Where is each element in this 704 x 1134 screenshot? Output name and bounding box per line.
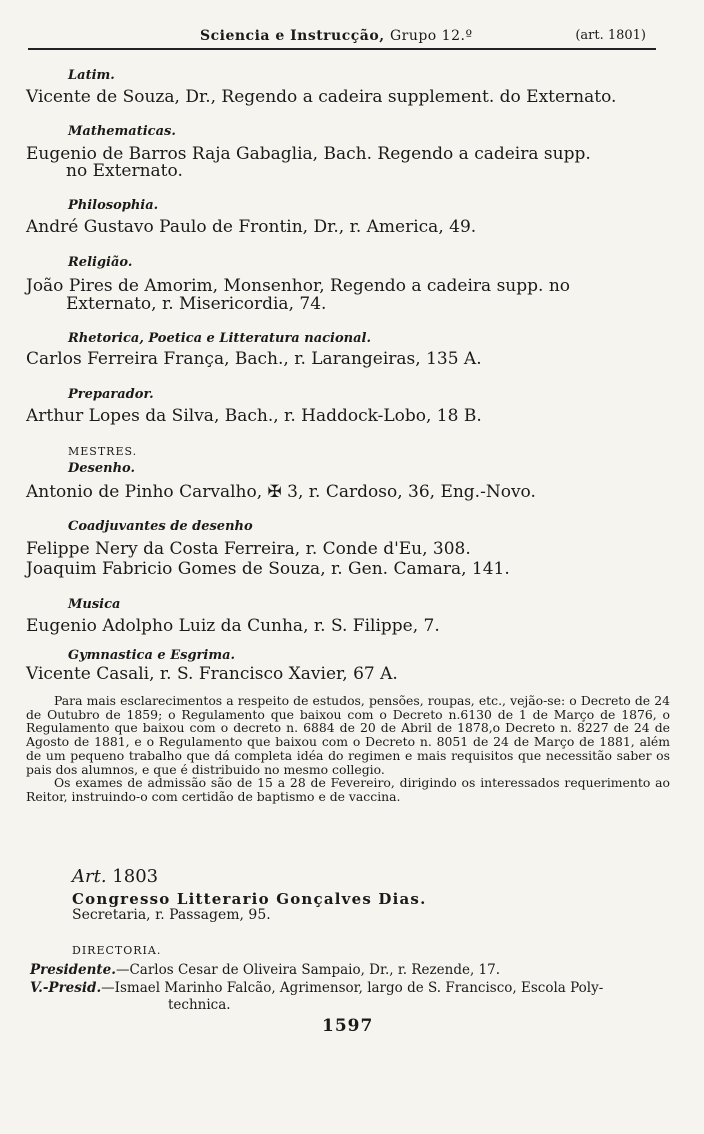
entry-line: Eugenio Adolpho Luiz da Cunha, r. S. Filippe, 7. bbox=[26, 616, 440, 636]
secretaria-address: Secretaria, r. Passagem, 95. bbox=[72, 907, 271, 923]
notes-paragraph: Os exames de admissão são de 15 a 28 de Fevereiro, dirigindo os interessados requerimento ao Reitor, instruindo-o com certidão de baptismo e de vaccina. bbox=[26, 775, 670, 804]
mestres-label: MESTRES. bbox=[68, 445, 138, 458]
section-heading-philosophia: Philosophia. bbox=[68, 198, 159, 213]
vice-presidente-continuation: technica. bbox=[168, 997, 231, 1013]
directoria-label: DIRECTORIA. bbox=[72, 944, 162, 957]
entry-continuation: Externato, r. Misericordia, 74. bbox=[66, 294, 327, 314]
article-number: 1803 bbox=[112, 866, 159, 887]
header-group: Grupo 12.º bbox=[389, 28, 473, 44]
header-title bbox=[200, 28, 473, 44]
running-header bbox=[28, 26, 654, 48]
section-heading-musica: Musica bbox=[68, 597, 121, 612]
vice-presidente-role: V.-Presid. bbox=[30, 980, 102, 996]
notes-paragraph: Para mais esclarecimentos a respeito de estudos, pensões, roupas, etc., vejão-se: o Decreto de 24 de Outubro de 1859; o Regulamento que baixou com o Decreto n.6130 de 1 de Março de 1876, o Regulamento que baixou com o decreto n. 6884 de 20 de Abril de 1878,o Decreto n. 8227 de 24 de Agosto de 1881, e o Regulamento que baixou com o Decreto n. 8051 de 24 de Março de 1881, além de um pequeno trabalho que dá completa idéa do regimen e mais requisitos que necessitão saber os pais dos alumnos, e que é distribuido no mesmo collegio. bbox=[26, 693, 670, 777]
section-heading-coadjuvantes: Coadjuvantes de desenho bbox=[68, 519, 253, 534]
section-heading-preparador: Preparador. bbox=[68, 387, 154, 402]
section-heading-latim: Latim. bbox=[68, 68, 115, 83]
article-heading bbox=[72, 866, 158, 887]
entry-line: Vicente de Souza, Dr., Regendo a cadeira supplement. do Externato. bbox=[26, 87, 617, 107]
entry-line: Joaquim Fabricio Gomes de Souza, r. Gen. Camara, 141. bbox=[26, 559, 510, 579]
entry-line: João Pires de Amorim, Monsenhor, Regendo a cadeira supp. no bbox=[26, 276, 570, 296]
notes-block bbox=[26, 694, 670, 804]
presidente-text: —Carlos Cesar de Oliveira Sampaio, Dr., r. Rezende, 17. bbox=[115, 962, 501, 978]
vice-presidente-text: —Ismael Marinho Falcão, Agrimensor, largo de S. Francisco, Escola Poly- bbox=[101, 980, 604, 996]
section-heading-gymnastica: Gymnastica e Esgrima. bbox=[68, 648, 236, 663]
section-heading-mathematicas: Mathematicas. bbox=[68, 124, 176, 139]
vice-presidente-line bbox=[30, 980, 603, 996]
institution-name: Congresso Litterario Gonçalves Dias. bbox=[72, 890, 427, 908]
presidente-line bbox=[30, 962, 500, 978]
entry-line: André Gustavo Paulo de Frontin, Dr., r. America, 49. bbox=[26, 217, 477, 237]
entry-line: Felippe Nery da Costa Ferreira, r. Conde d'Eu, 308. bbox=[26, 539, 471, 559]
header-article: (art. 1801) bbox=[575, 28, 646, 43]
article-label: Art. bbox=[72, 866, 107, 887]
entry-line: Carlos Ferreira França, Bach., r. Larangeiras, 135 A. bbox=[26, 349, 482, 369]
header-rule bbox=[28, 48, 656, 50]
section-heading-religiao: Religião. bbox=[68, 255, 133, 270]
entry-line: Antonio de Pinho Carvalho, ✠ 3, r. Cardoso, 36, Eng.-Novo. bbox=[26, 482, 536, 502]
header-title-text: Sciencia e Instrucção, bbox=[200, 28, 385, 44]
section-heading-rhetorica: Rhetorica, Poetica e Litteratura nacional. bbox=[68, 331, 371, 346]
entry-continuation: no Externato. bbox=[66, 161, 183, 181]
presidente-role: Presidente. bbox=[30, 962, 116, 978]
entry-line: Arthur Lopes da Silva, Bach., r. Haddock-Lobo, 18 B. bbox=[26, 406, 482, 426]
section-heading-desenho: Desenho. bbox=[68, 461, 136, 476]
entry-line: Vicente Casali, r. S. Francisco Xavier, 67 A. bbox=[26, 664, 398, 684]
entry-line: Eugenio de Barros Raja Gabaglia, Bach. Regendo a cadeira supp. bbox=[26, 144, 591, 164]
page-number: 1597 bbox=[322, 1016, 374, 1036]
